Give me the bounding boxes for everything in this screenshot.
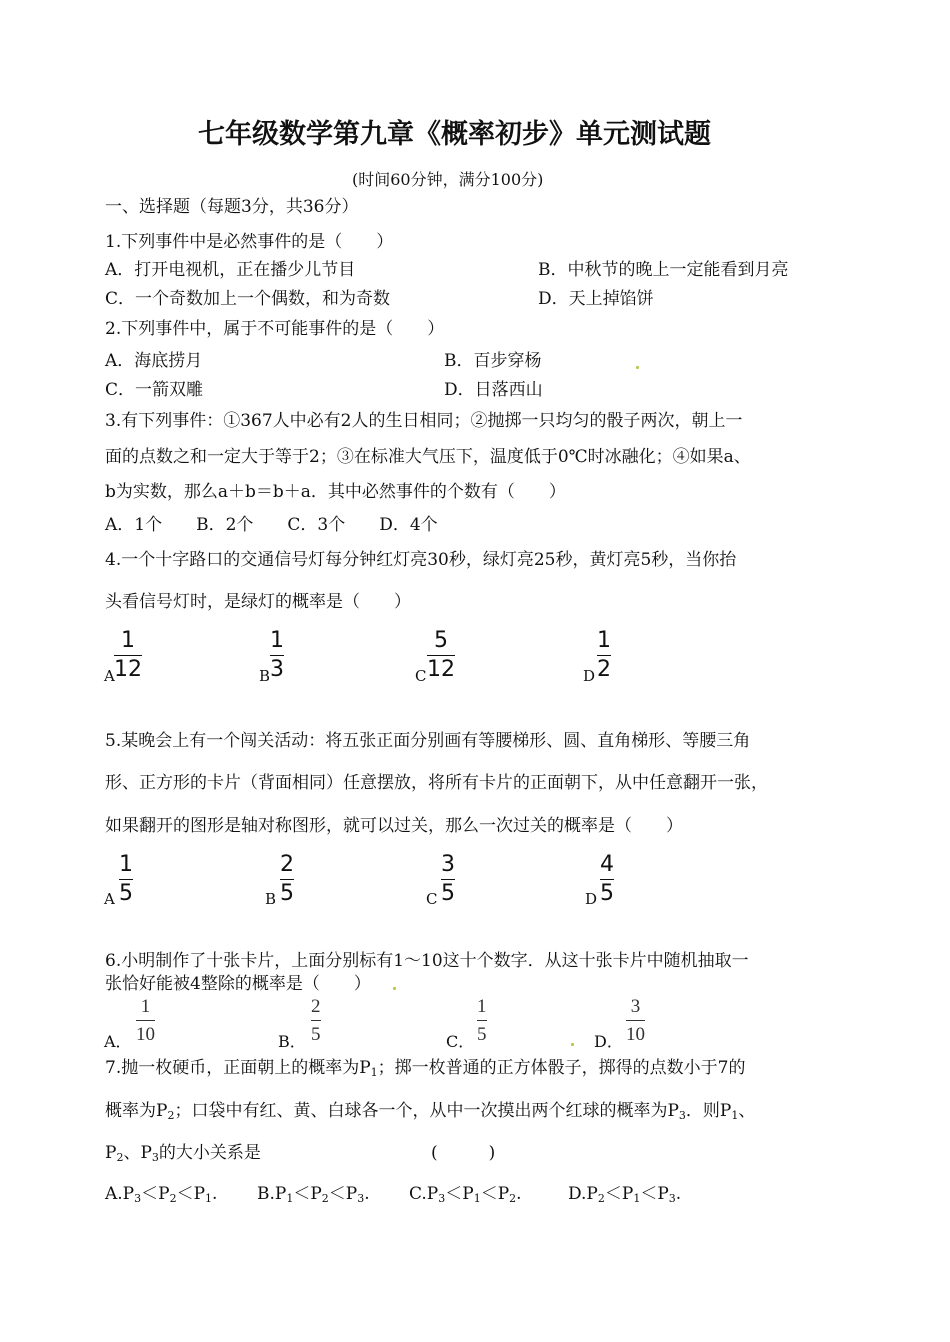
- q7-text: ；掷一枚普通的正方体骰子，掷得的点数小于7的: [377, 1058, 746, 1078]
- q4-line-2: 头看信号灯时，是绿灯的概率是（ ）: [105, 592, 411, 612]
- subscript: 2: [167, 1109, 175, 1122]
- q7-option-d: [568, 1186, 681, 1203]
- q5-denominator-a: 5: [119, 881, 133, 906]
- q5-line-1: 5.某晚会上有一个闯关活动：将五张正面分别画有等腰梯形、圆、直角梯形、等腰三角: [105, 731, 751, 751]
- q5-label-a: A: [104, 890, 115, 908]
- q6-numerator-d: 3: [630, 996, 641, 1017]
- q7-opt-text: ＜P: [293, 1184, 322, 1204]
- subscript: 3: [151, 1151, 159, 1164]
- q2-option-b: B．百步穿杨: [444, 351, 542, 371]
- fraction-bar: [600, 879, 614, 880]
- q7-opt-text: ＜P: [480, 1184, 510, 1204]
- fraction-bar: [427, 655, 455, 656]
- q5-line-2: 形、正方形的卡片（背面相同）任意摆放，将所有卡片的正面朝下，从中任意翻开一张，: [105, 773, 768, 793]
- q4-fraction-a: [114, 630, 142, 681]
- speck-mark: [393, 987, 396, 990]
- q7-text: 、P: [123, 1143, 152, 1163]
- q7-answer-parentheses: ( ): [431, 1143, 496, 1163]
- subscript: 1: [473, 1192, 481, 1205]
- q6-fraction-b: [311, 997, 321, 1044]
- q4-denominator-b: 3: [270, 657, 284, 682]
- q2-option-a: A．海底捞月: [105, 351, 203, 371]
- page-title: 七年级数学第九章《概率初步》单元测试题: [198, 119, 711, 150]
- q7-text: 概率为P: [105, 1101, 168, 1121]
- q7-opt-text: .: [212, 1184, 218, 1204]
- q7-opt-text: ＜P: [604, 1184, 634, 1204]
- q6-label-a: A．: [104, 1032, 132, 1051]
- q2-option-d: D．日落西山: [444, 380, 543, 400]
- fraction-bar: [477, 1020, 487, 1021]
- q7-line-2: [105, 1103, 755, 1120]
- q6-fraction-d: [626, 997, 645, 1044]
- q6-line-1: 6.小明制作了十张卡片，上面分别标有1～10这十个数字．从这十张卡片中随机抽取一: [105, 951, 749, 971]
- q5-fraction-a: [119, 854, 133, 905]
- q3-line-3: b为实数，那么a＋b＝b＋a．其中必然事件的个数有（ ）: [105, 482, 566, 502]
- subscript: 1: [286, 1192, 294, 1205]
- q4-denominator-a: 12: [114, 657, 142, 682]
- q6-denominator-d: 10: [626, 1024, 645, 1045]
- q4-line-1: 4.一个十字路口的交通信号灯每分钟红灯亮30秒，绿灯亮25秒，黄灯亮5秒，当你抬: [105, 550, 737, 570]
- q7-text: 7.抛一枚硬币，正面朝上的概率为P: [105, 1058, 371, 1078]
- q6-label-d: D．: [594, 1032, 623, 1051]
- subscript: 3: [668, 1192, 676, 1205]
- q7-option-a: [105, 1186, 217, 1203]
- q6-label-b: B．: [278, 1032, 306, 1051]
- q5-numerator-d: 4: [600, 852, 614, 877]
- q6-label-c: C．: [446, 1032, 475, 1051]
- q4-numerator-c: 5: [434, 628, 448, 653]
- q7-option-b: [257, 1186, 370, 1203]
- q2-stem: 2.下列事件中，属于不可能事件的是（ ）: [105, 319, 445, 339]
- q6-line-2: 张恰好能被4整除的概率是（ ）: [105, 974, 371, 994]
- subscript: 2: [169, 1192, 177, 1205]
- subscript: 3: [438, 1192, 446, 1205]
- subscript: 1: [205, 1192, 213, 1205]
- q4-label-a: A: [104, 667, 115, 685]
- q7-opt-text: ＜P: [176, 1184, 206, 1204]
- q5-line-3: 如果翻开的图形是轴对称图形，就可以过关，那么一次过关的概率是（ ）: [105, 816, 683, 836]
- q4-numerator-b: 1: [270, 628, 284, 653]
- subscript: 1: [633, 1192, 641, 1205]
- q7-line-3: [105, 1145, 261, 1162]
- q4-label-c: C: [415, 667, 427, 685]
- fraction-bar: [270, 655, 284, 656]
- q1-option-c: C．一个奇数加上一个偶数，和为奇数: [105, 289, 391, 309]
- q4-numerator-a: 1: [121, 628, 135, 653]
- q5-denominator-d: 5: [600, 881, 614, 906]
- q3-line-2: 面的点数之和一定大于等于2；③在标准大气压下，温度低于0℃时冰融化；④如果a、: [105, 447, 751, 467]
- q7-opt-text: A.P: [105, 1184, 135, 1204]
- section-heading: 一、选择题（每题3分，共36分）: [105, 197, 359, 217]
- q7-opt-text: ＜P: [640, 1184, 669, 1204]
- q6-denominator-b: 5: [311, 1024, 321, 1045]
- q5-fraction-b: [280, 854, 294, 905]
- q3-options: A．1个 B．2个 C．3个 D．4个: [105, 515, 438, 535]
- subscript: 2: [509, 1192, 517, 1205]
- fraction-bar: [136, 1020, 155, 1021]
- q7-text: ；口袋中有红、黄、白球各一个，从中一次摸出两个红球的概率为P: [174, 1101, 679, 1121]
- q5-denominator-c: 5: [441, 881, 455, 906]
- q7-line-1: [105, 1060, 746, 1077]
- q1-option-b: B．中秋节的晚上一定能看到月亮: [538, 260, 789, 280]
- q4-denominator-c: 12: [427, 657, 455, 682]
- q7-opt-text: C.P: [409, 1184, 439, 1204]
- fraction-bar: [114, 655, 142, 656]
- subtitle: (时间60分钟，满分100分): [352, 170, 544, 189]
- q5-numerator-a: 1: [119, 852, 133, 877]
- q5-numerator-c: 3: [441, 852, 455, 877]
- q5-denominator-b: 5: [280, 881, 294, 906]
- q1-option-a: A．打开电视机，正在播少儿节目: [105, 260, 356, 280]
- fraction-bar: [626, 1020, 645, 1021]
- q7-opt-text: B.P: [257, 1184, 287, 1204]
- q4-fraction-c: [427, 630, 455, 681]
- q1-option-d: D．天上掉馅饼: [538, 289, 654, 309]
- subscript: 2: [321, 1192, 329, 1205]
- speck-mark: [636, 366, 639, 369]
- q7-opt-text: D.P: [568, 1184, 598, 1204]
- q7-text: P: [105, 1143, 117, 1163]
- q5-label-c: C: [426, 890, 438, 908]
- q7-opt-text: .: [675, 1184, 682, 1204]
- q1-stem: 1.下列事件中是必然事件的是（ ）: [105, 232, 394, 252]
- q4-label-d: D: [583, 667, 596, 685]
- q6-numerator-c: 1: [477, 996, 487, 1017]
- fraction-bar: [119, 879, 133, 880]
- q5-fraction-c: [441, 854, 455, 905]
- subscript: 1: [731, 1109, 739, 1122]
- q4-label-b: B: [259, 667, 271, 685]
- q6-numerator-b: 2: [311, 996, 321, 1017]
- q7-opt-text: .: [516, 1184, 522, 1204]
- subscript: 1: [370, 1066, 378, 1079]
- q7-opt-text: ＜P: [328, 1184, 358, 1204]
- q6-fraction-c: [477, 997, 487, 1044]
- q7-opt-text: .: [364, 1184, 370, 1204]
- fraction-bar: [280, 879, 294, 880]
- q4-denominator-d: 2: [597, 657, 611, 682]
- q2-option-c: C．一箭双雕: [105, 380, 204, 400]
- subscript: 3: [134, 1192, 142, 1205]
- q4-numerator-d: 1: [597, 628, 611, 653]
- q4-fraction-b: [270, 630, 284, 681]
- q7-text: ．则P: [685, 1101, 732, 1121]
- subscript: 2: [597, 1192, 605, 1205]
- q7-opt-text: ＜P: [445, 1184, 474, 1204]
- subscript: 3: [357, 1192, 365, 1205]
- q6-denominator-c: 5: [477, 1024, 487, 1045]
- q6-denominator-a: 10: [136, 1024, 155, 1045]
- q7-text: 的大小关系是: [158, 1143, 261, 1163]
- fraction-bar: [311, 1020, 321, 1021]
- fraction-bar: [441, 879, 455, 880]
- q6-fraction-a: [136, 997, 155, 1044]
- subscript: 3: [678, 1109, 686, 1122]
- q5-fraction-d: [600, 854, 614, 905]
- q3-line-1: 3.有下列事件：①367人中必有2人的生日相同；②抛掷一只均匀的骰子两次，朝上一: [105, 411, 743, 431]
- q6-numerator-a: 1: [140, 996, 151, 1017]
- q5-label-b: B: [265, 890, 277, 908]
- q5-label-d: D: [585, 890, 598, 908]
- speck-mark: [571, 1043, 574, 1046]
- q5-numerator-b: 2: [280, 852, 294, 877]
- q4-fraction-d: [597, 630, 611, 681]
- subscript: 2: [116, 1151, 124, 1164]
- q7-option-c: [409, 1186, 522, 1203]
- q7-opt-text: ＜P: [141, 1184, 170, 1204]
- fraction-bar: [597, 655, 611, 656]
- q7-text: 、: [738, 1101, 756, 1121]
